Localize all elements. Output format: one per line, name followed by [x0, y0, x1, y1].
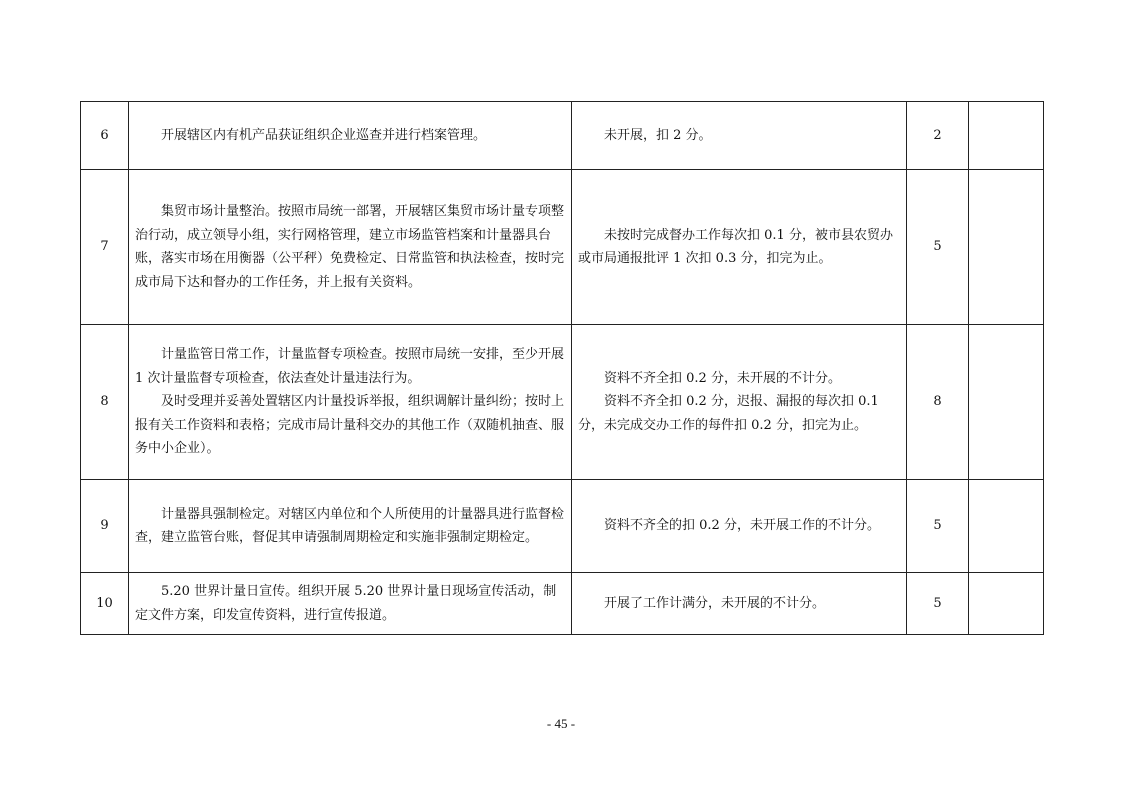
content-paragraph: 5.20 世界计量日宣传。组织开展 5.20 世界计量日现场宣传活动，制定文件方案，印发宣传资料，进行宣传报道。 — [135, 584, 557, 623]
item-content — [129, 573, 572, 635]
item-content — [129, 325, 572, 480]
table-row — [81, 102, 1044, 170]
scoring-table — [80, 101, 1044, 635]
content-paragraph: 及时受理并妥善处置辖区内计量投诉举报，组织调解计量纠纷；按时上报有关工作资料和表格；完成市局计量科交办的其他工作（双随机抽查、服务中小企业）。 — [135, 394, 565, 457]
scoring-criteria — [572, 480, 907, 573]
item-content — [129, 170, 572, 325]
criteria-paragraph: 资料不齐全的扣 0.2 分，未开展工作的不计分。 — [604, 518, 880, 534]
table-row — [81, 480, 1044, 573]
item-number: 8 — [81, 325, 129, 480]
blank-cell — [969, 573, 1044, 635]
item-number: 7 — [81, 170, 129, 325]
item-score: 8 — [907, 325, 969, 480]
item-score: 5 — [907, 573, 969, 635]
blank-cell — [969, 170, 1044, 325]
item-content — [129, 102, 572, 170]
page-number: - 45 - — [546, 716, 576, 731]
item-score: 2 — [907, 102, 969, 170]
scoring-criteria — [572, 325, 907, 480]
item-score: 5 — [907, 170, 969, 325]
blank-cell — [969, 480, 1044, 573]
criteria-paragraph: 未按时完成督办工作每次扣 0.1 分，被市县农贸办或市局通报批评 1 次扣 0.3 分，扣完为止。 — [578, 227, 893, 266]
table-row — [81, 573, 1044, 635]
item-score: 5 — [907, 480, 969, 573]
criteria-paragraph: 资料不齐全扣 0.2 分，未开展的不计分。 — [604, 370, 841, 386]
criteria-paragraph: 资料不齐全扣 0.2 分，迟报、漏报的每次扣 0.1 分，未完成交办工作的每件扣 0.2 分，扣完为止。 — [578, 394, 879, 433]
content-paragraph: 计量监管日常工作，计量监督专项检查。按照市局统一安排，至少开展 1 次计量监督专项检查，依法查处计量违法行为。 — [135, 347, 565, 386]
content-paragraph: 计量器具强制检定。对辖区内单位和个人所使用的计量器具进行监督检查，建立监管台账，督促其申请强制周期检定和实施非强制定期检定。 — [135, 506, 565, 545]
content-paragraph: 开展辖区内有机产品获证组织企业巡查并进行档案管理。 — [161, 127, 487, 143]
table-row — [81, 170, 1044, 325]
scoring-criteria — [572, 102, 907, 170]
item-number: 9 — [81, 480, 129, 573]
table-row — [81, 325, 1044, 480]
item-number: 10 — [81, 573, 129, 635]
criteria-paragraph: 开展了工作计满分，未开展的不计分。 — [604, 595, 826, 611]
criteria-paragraph: 未开展，扣 2 分。 — [604, 127, 712, 143]
content-paragraph: 集贸市场计量整治。按照市局统一部署，开展辖区集贸市场计量专项整治行动，成立领导小组，实行网格管理，建立市场监管档案和计量器具台账，落实市场在用衡器（公平秤）免费检定、日常监管和执法检查，按时完成市局下达和督办的工作任务，并上报有关资料。 — [135, 204, 565, 290]
item-content — [129, 480, 572, 573]
blank-cell — [969, 102, 1044, 170]
scoring-criteria — [572, 170, 907, 325]
blank-cell — [969, 325, 1044, 480]
item-number: 6 — [81, 102, 129, 170]
scoring-criteria — [572, 573, 907, 635]
